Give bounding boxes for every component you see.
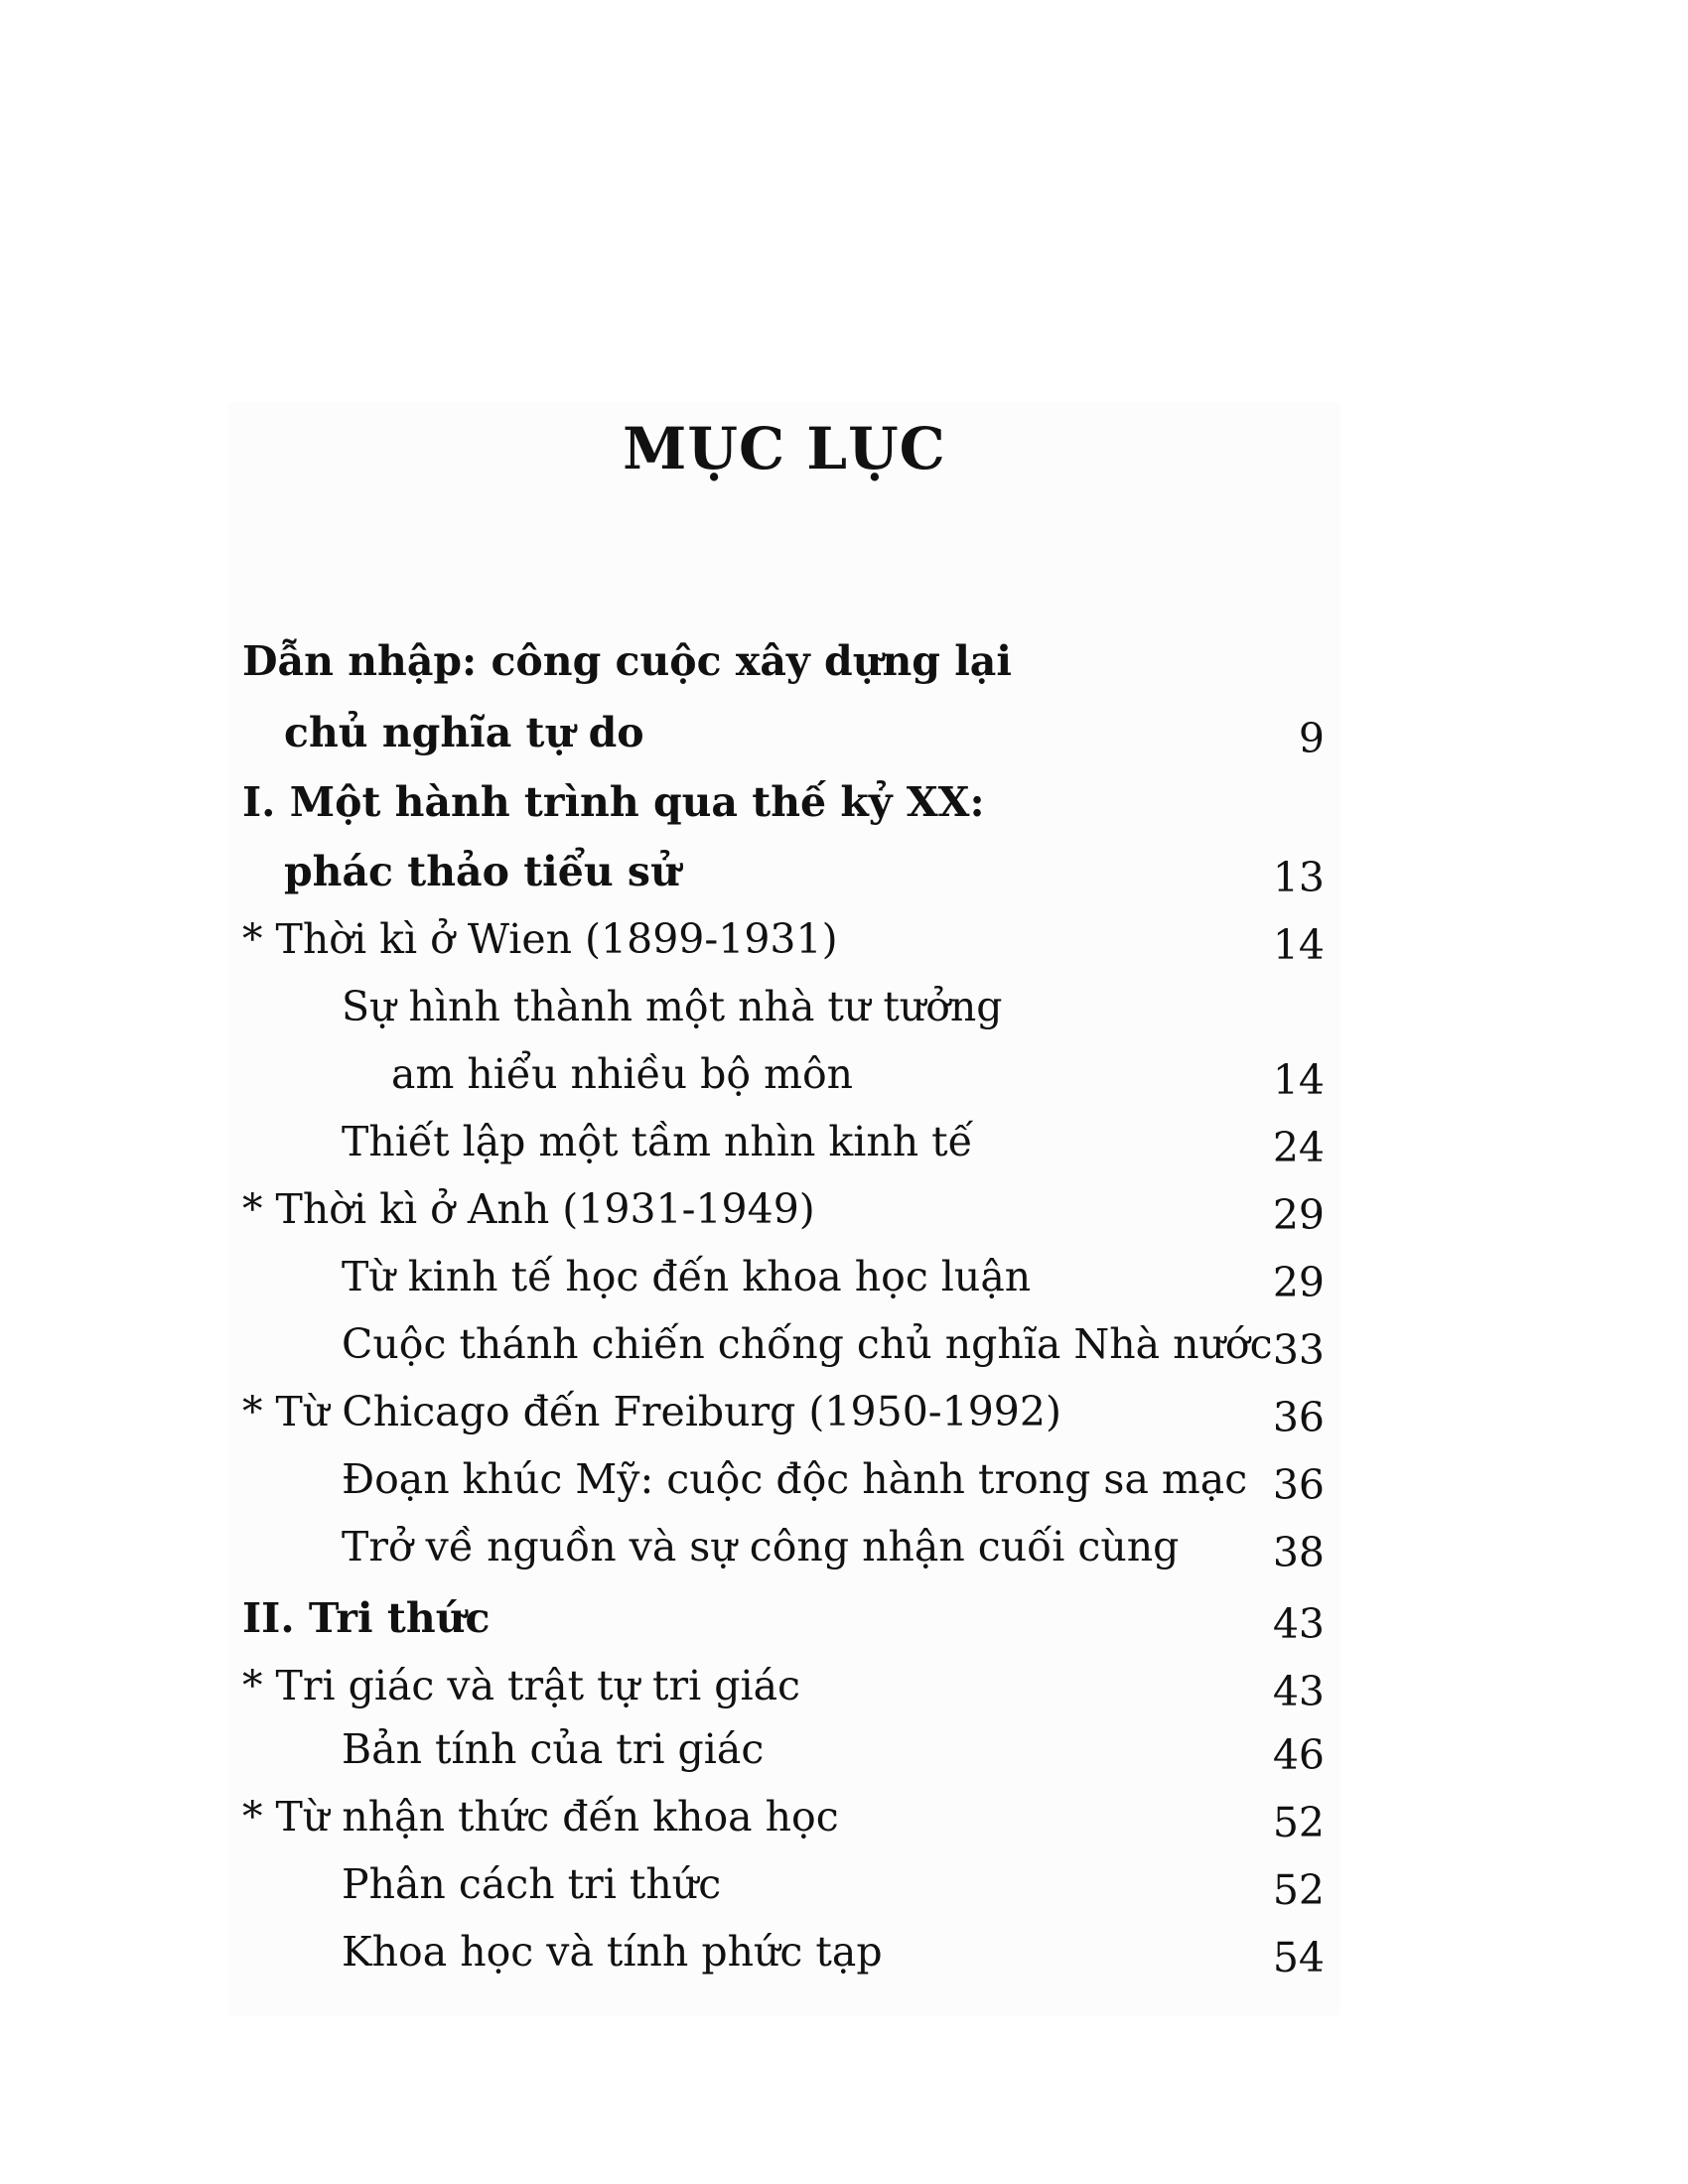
table-of-contents	[228, 0, 1340, 2184]
toc-entry-page-number: 43	[1272, 1599, 1325, 1648]
toc-entry-page-number: 29	[1272, 1258, 1325, 1306]
toc-entry-title: Thiết lập một tầm nhìn kinh tế	[342, 1117, 973, 1165]
toc-entry-page-number: 36	[1272, 1393, 1325, 1441]
toc-entry-title: I. Một hành trình qua thế kỷ XX:	[242, 777, 985, 826]
toc-entry	[228, 1318, 1340, 1378]
toc-entry	[228, 1791, 1340, 1850]
toc-entry	[228, 776, 1340, 836]
toc-entry-title: Bản tính của tri giác	[342, 1724, 765, 1773]
toc-entry-title: Trở về nguồn và sự công nhận cuối cùng	[342, 1522, 1180, 1570]
toc-entry	[228, 1048, 1340, 1108]
toc-entry-page-number: 43	[1272, 1667, 1325, 1715]
toc-entry	[228, 1592, 1340, 1652]
toc-entry	[228, 846, 1340, 905]
toc-entry-page-number: 33	[1272, 1325, 1325, 1374]
toc-entry-page-number: 14	[1272, 1055, 1325, 1104]
toc-entry	[228, 707, 1340, 766]
toc-entry	[228, 635, 1340, 695]
toc-entry-title: am hiểu nhiều bộ môn	[391, 1049, 854, 1098]
toc-entry-title: * Từ nhận thức đến khoa học	[242, 1792, 839, 1841]
toc-entry-title: * Từ Chicago đến Freiburg (1950-1992)	[242, 1387, 1061, 1435]
toc-entry-title: Khoa học và tính phức tạp	[342, 1927, 883, 1976]
toc-entry-title: II. Tri thức	[242, 1593, 491, 1642]
toc-entry-title: * Tri giác và trật tự tri giác	[242, 1661, 800, 1709]
toc-entry	[228, 981, 1340, 1040]
toc-entry-page-number: 36	[1272, 1460, 1325, 1509]
toc-entry-title: Cuộc thánh chiến chống chủ nghĩa Nhà nước	[342, 1319, 1273, 1368]
toc-entry-page-number: 13	[1272, 853, 1325, 901]
toc-entry	[228, 1926, 1340, 1985]
toc-entry	[228, 1116, 1340, 1175]
toc-entry	[228, 1453, 1340, 1513]
toc-entry-page-number: 52	[1272, 1865, 1325, 1914]
toc-entry-page-number: 38	[1272, 1528, 1325, 1576]
toc-entry	[228, 1858, 1340, 1918]
toc-entry-page-number: 52	[1272, 1798, 1325, 1846]
toc-entry	[228, 1251, 1340, 1310]
toc-entry-page-number: 14	[1272, 920, 1325, 969]
toc-entry-page-number: 24	[1272, 1123, 1325, 1171]
toc-entry	[228, 1386, 1340, 1445]
toc-entry-page-number: 46	[1272, 1730, 1325, 1779]
toc-entry-title: Từ kinh tế học đến khoa học luận	[342, 1252, 1032, 1300]
toc-entry-title: Dẫn nhập: công cuộc xây dựng lại	[242, 636, 1012, 685]
page-title: MỤC LỤC	[623, 415, 946, 482]
toc-entry	[228, 913, 1340, 973]
toc-entry	[228, 1183, 1340, 1243]
toc-entry	[228, 1660, 1340, 1719]
toc-entry-title: Phân cách tri thức	[342, 1859, 722, 1908]
toc-entry-title: * Thời kì ở Wien (1899-1931)	[242, 914, 838, 963]
toc-entry	[228, 1723, 1340, 1783]
toc-entry-title: Đoạn khúc Mỹ: cuộc độc hành trong sa mạc	[342, 1454, 1248, 1503]
toc-entry	[228, 1521, 1340, 1580]
toc-entry-title: chủ nghĩa tự do	[284, 708, 644, 756]
toc-entry-page-number: 29	[1272, 1190, 1325, 1239]
toc-entry-title: Sự hình thành một nhà tư tưởng	[342, 982, 1003, 1030]
toc-entry-page-number: 9	[1298, 714, 1325, 762]
toc-entry-title: phác thảo tiểu sử	[284, 847, 680, 895]
toc-entry-page-number: 54	[1272, 1933, 1325, 1981]
toc-entry-title: * Thời kì ở Anh (1931-1949)	[242, 1184, 815, 1233]
